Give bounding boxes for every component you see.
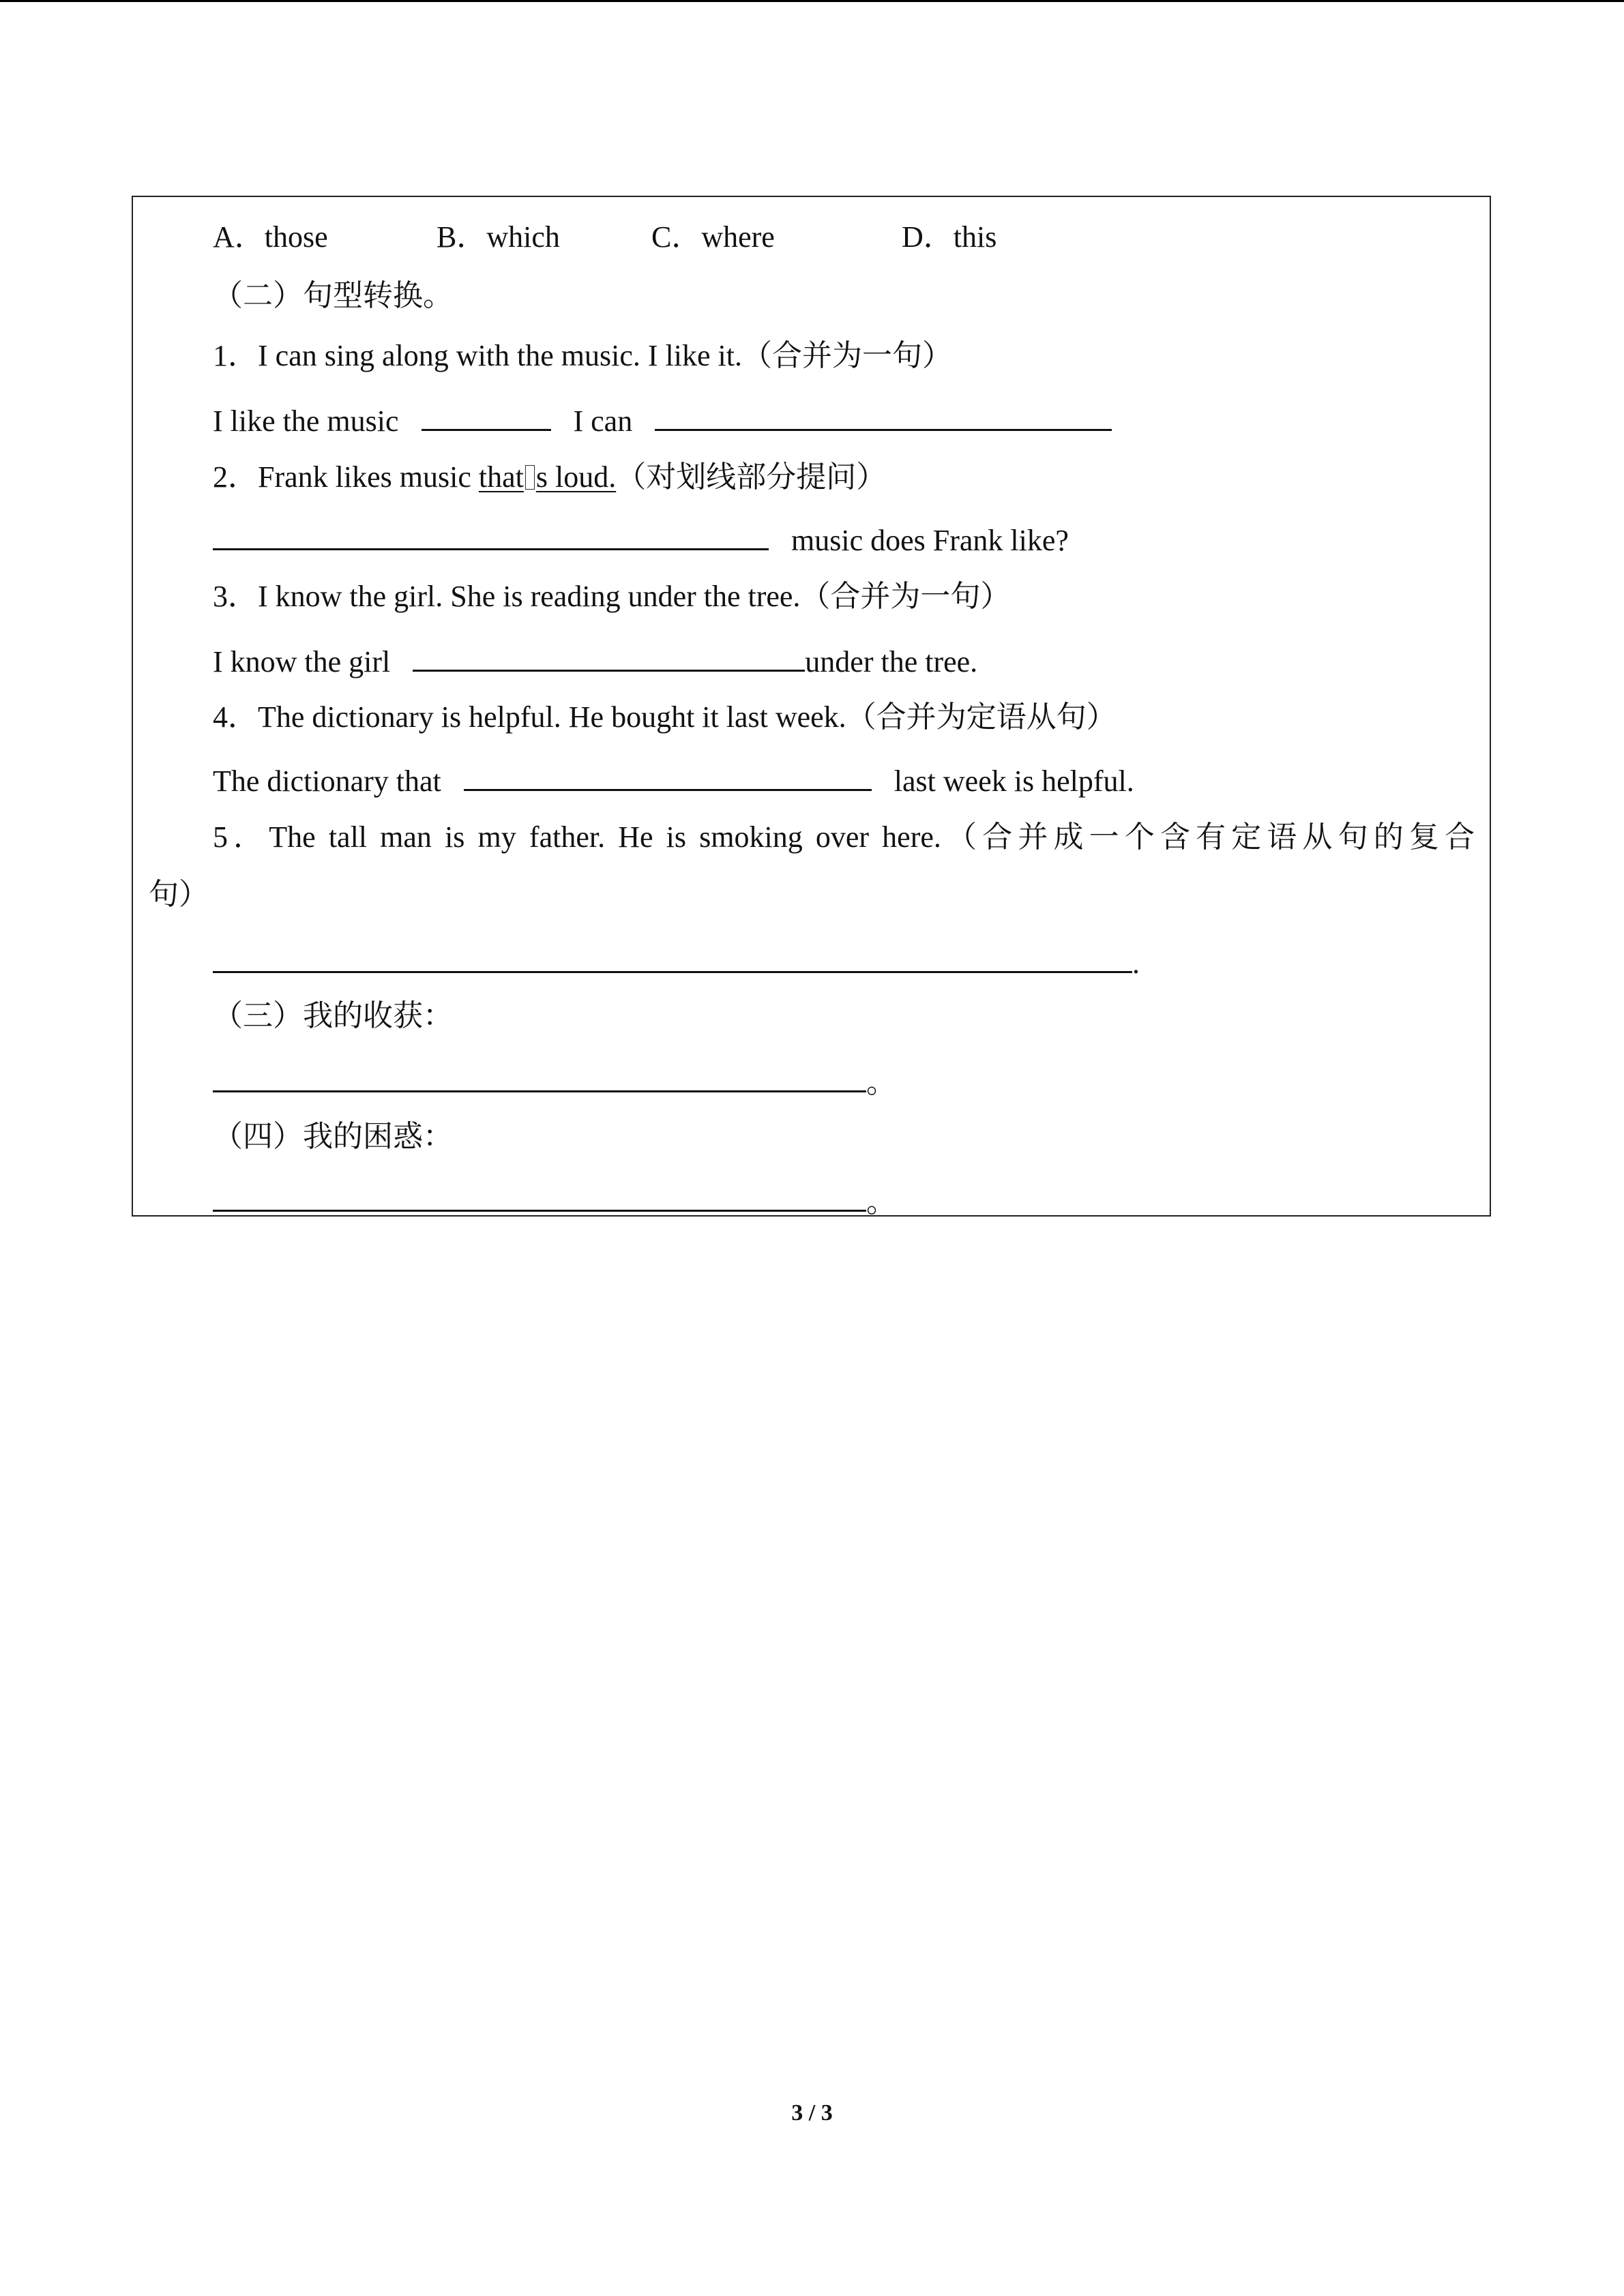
q3-blank[interactable] (413, 640, 805, 672)
q5-text-line2: 句） (149, 878, 209, 911)
q2-prefix: 2．Frank likes music (213, 460, 479, 494)
option-a: A．those (213, 220, 328, 254)
q3-answer-suffix: under the tree. (805, 645, 978, 679)
section3-end: 。 (866, 1066, 896, 1099)
option-c: C．where (651, 220, 775, 254)
option-b: B．which (437, 220, 560, 254)
section3-blank[interactable] (213, 1060, 866, 1092)
q2-suffix: （对划线部分提问） (616, 460, 887, 494)
q1-text: 1．I can sing along with the music. I like it.（合并为一句） (213, 339, 952, 372)
q4-answer-suffix: last week is helpful. (894, 764, 1134, 798)
q1-answer-part2: I can (573, 404, 633, 438)
q2-answer-line (213, 518, 1069, 561)
section4-heading: （四）我的困惑： (213, 1120, 453, 1153)
q2-underlined-part (479, 460, 616, 494)
section3-answer-line (213, 1060, 896, 1103)
q3-answer-prefix: I know the girl (213, 645, 391, 679)
page-top-border (0, 0, 1624, 2)
q4-text: 4．The dictionary is helpful. He bought it last week.（合并为定语从句） (213, 700, 1117, 734)
q2-text (213, 457, 886, 498)
section4-blank[interactable] (213, 1180, 866, 1212)
q5-blank[interactable] (213, 941, 1132, 973)
q1-answer-part1: I like the music (213, 404, 399, 438)
section2-heading: （二）句型转换。 (213, 279, 453, 312)
q5-answer-end: . (1132, 946, 1140, 980)
section3-heading: （三）我的收获： (213, 999, 453, 1032)
q1-blank-2[interactable] (655, 399, 1112, 431)
q2-answer-suffix: music does Frank like? (791, 524, 1069, 557)
q1-blank-1[interactable] (422, 399, 551, 431)
missing-glyph-box (525, 465, 535, 490)
q3-answer-line (213, 640, 977, 683)
q2-underlined-a: that (478, 460, 524, 494)
q4-blank[interactable] (464, 759, 872, 791)
page-number: 3 / 3 (791, 2100, 833, 2126)
section4-answer-line (213, 1180, 896, 1223)
q4-answer-prefix: The dictionary that (213, 764, 441, 798)
q1-answer-line (213, 399, 1112, 442)
option-d: D．this (902, 220, 997, 254)
q3-text: 3．I know the girl. She is reading under the tree.（合并为一句） (213, 580, 1011, 613)
q2-blank[interactable] (213, 518, 769, 550)
q2-underlined-b: s loud. (535, 460, 617, 494)
q5-answer-line (213, 941, 1140, 984)
section4-end: 。 (866, 1185, 896, 1219)
q5-text-line1: 5．The tall man is my father. He is smoking over here.（合并成一个含有定语从句的复合 (213, 820, 1475, 854)
q4-answer-line (213, 759, 1134, 802)
